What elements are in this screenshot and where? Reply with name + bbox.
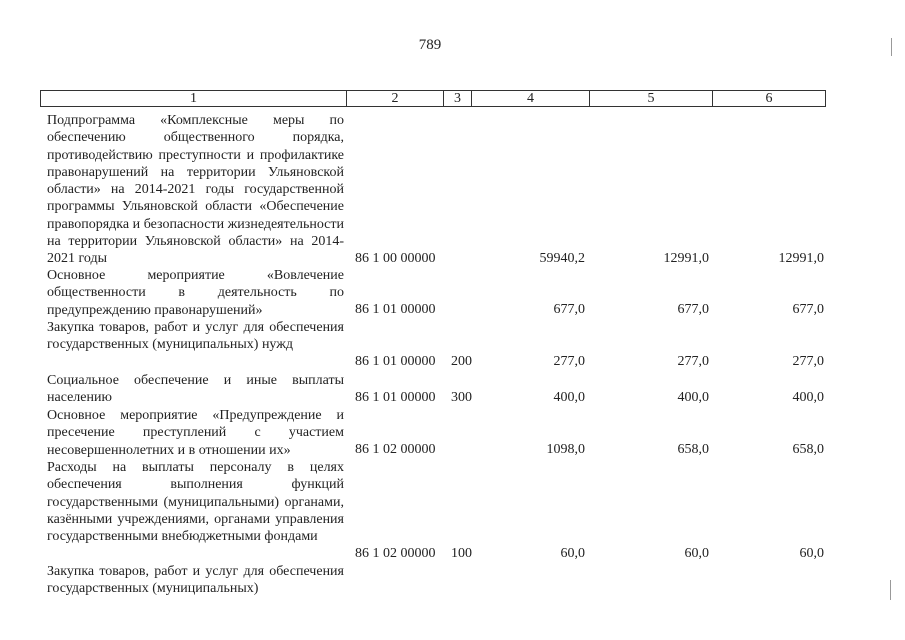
header-col-2: 2 bbox=[347, 91, 444, 106]
row-value-col6: 60,0 bbox=[799, 546, 824, 561]
row-value-col4: 277,0 bbox=[553, 354, 585, 369]
row-description: Закупка товаров, работ и услуг для обеспечения государственных (муниципальных) bbox=[47, 564, 344, 597]
row-value-col6: 12991,0 bbox=[778, 251, 824, 266]
row-value-col5: 400,0 bbox=[677, 390, 709, 405]
row-value-col5: 677,0 bbox=[677, 302, 709, 317]
row-description: Социальное обеспечение и иные выплаты населению bbox=[47, 373, 344, 406]
row-code: 86 1 01 00000 bbox=[355, 390, 436, 405]
row-value-col6: 277,0 bbox=[792, 354, 824, 369]
row-value-col4: 59940,2 bbox=[539, 251, 585, 266]
scan-artifact bbox=[891, 38, 892, 56]
header-col-1: 1 bbox=[41, 91, 347, 106]
row-code: 86 1 01 00000 bbox=[355, 354, 436, 369]
row-expense-type: 200 bbox=[451, 354, 472, 369]
row-code: 86 1 02 00000 bbox=[355, 546, 436, 561]
row-expense-type: 300 bbox=[451, 390, 472, 405]
row-value-col4: 677,0 bbox=[553, 302, 585, 317]
row-value-col6: 658,0 bbox=[792, 442, 824, 457]
row-value-col6: 677,0 bbox=[792, 302, 824, 317]
row-value-col6: 400,0 bbox=[792, 390, 824, 405]
row-value-col4: 400,0 bbox=[553, 390, 585, 405]
header-col-4: 4 bbox=[472, 91, 590, 106]
row-expense-type: 100 bbox=[451, 546, 472, 561]
scan-artifact bbox=[890, 580, 891, 600]
row-description: Расходы на выплаты персоналу в целях обеспечения выполнения функций государственными (муниципальными) органами, казёнными учреждениями, органами управления государственными внебюджетными фондами bbox=[47, 460, 344, 544]
row-value-col4: 60,0 bbox=[560, 546, 585, 561]
header-col-5: 5 bbox=[590, 91, 713, 106]
row-description: Основное мероприятие «Предупреждение и пресечение преступлений с участием несовершеннолетних и в отношении их» bbox=[47, 408, 344, 458]
row-description: Основное мероприятие «Вовлечение общественности в деятельность по предупреждению правонарушений» bbox=[47, 268, 344, 318]
row-value-col5: 12991,0 bbox=[663, 251, 709, 266]
page-number: 789 bbox=[418, 37, 442, 53]
row-code: 86 1 02 00000 bbox=[355, 442, 436, 457]
row-code: 86 1 00 00000 bbox=[355, 251, 436, 266]
row-value-col5: 60,0 bbox=[684, 546, 709, 561]
table-header bbox=[40, 90, 826, 107]
header-col-6: 6 bbox=[765, 91, 773, 106]
row-value-col4: 1098,0 bbox=[546, 442, 585, 457]
row-value-col5: 277,0 bbox=[677, 354, 709, 369]
row-description: Подпрограмма «Комплексные меры по обеспечению общественного порядка, противодействию преступности и профилактике правонарушений на территории Ульяновской области» на 2014-2021 годы государственной программы Ульяновской области «Обеспечение правопорядка и безопасности жизнедеятельности на территории Ульяновской области» на 2014-2021 годы bbox=[47, 113, 344, 266]
row-code: 86 1 01 00000 bbox=[355, 302, 436, 317]
header-col-3: 3 bbox=[444, 91, 472, 106]
row-description: Закупка товаров, работ и услуг для обеспечения государственных (муниципальных) нужд bbox=[47, 320, 344, 353]
row-value-col5: 658,0 bbox=[677, 442, 709, 457]
